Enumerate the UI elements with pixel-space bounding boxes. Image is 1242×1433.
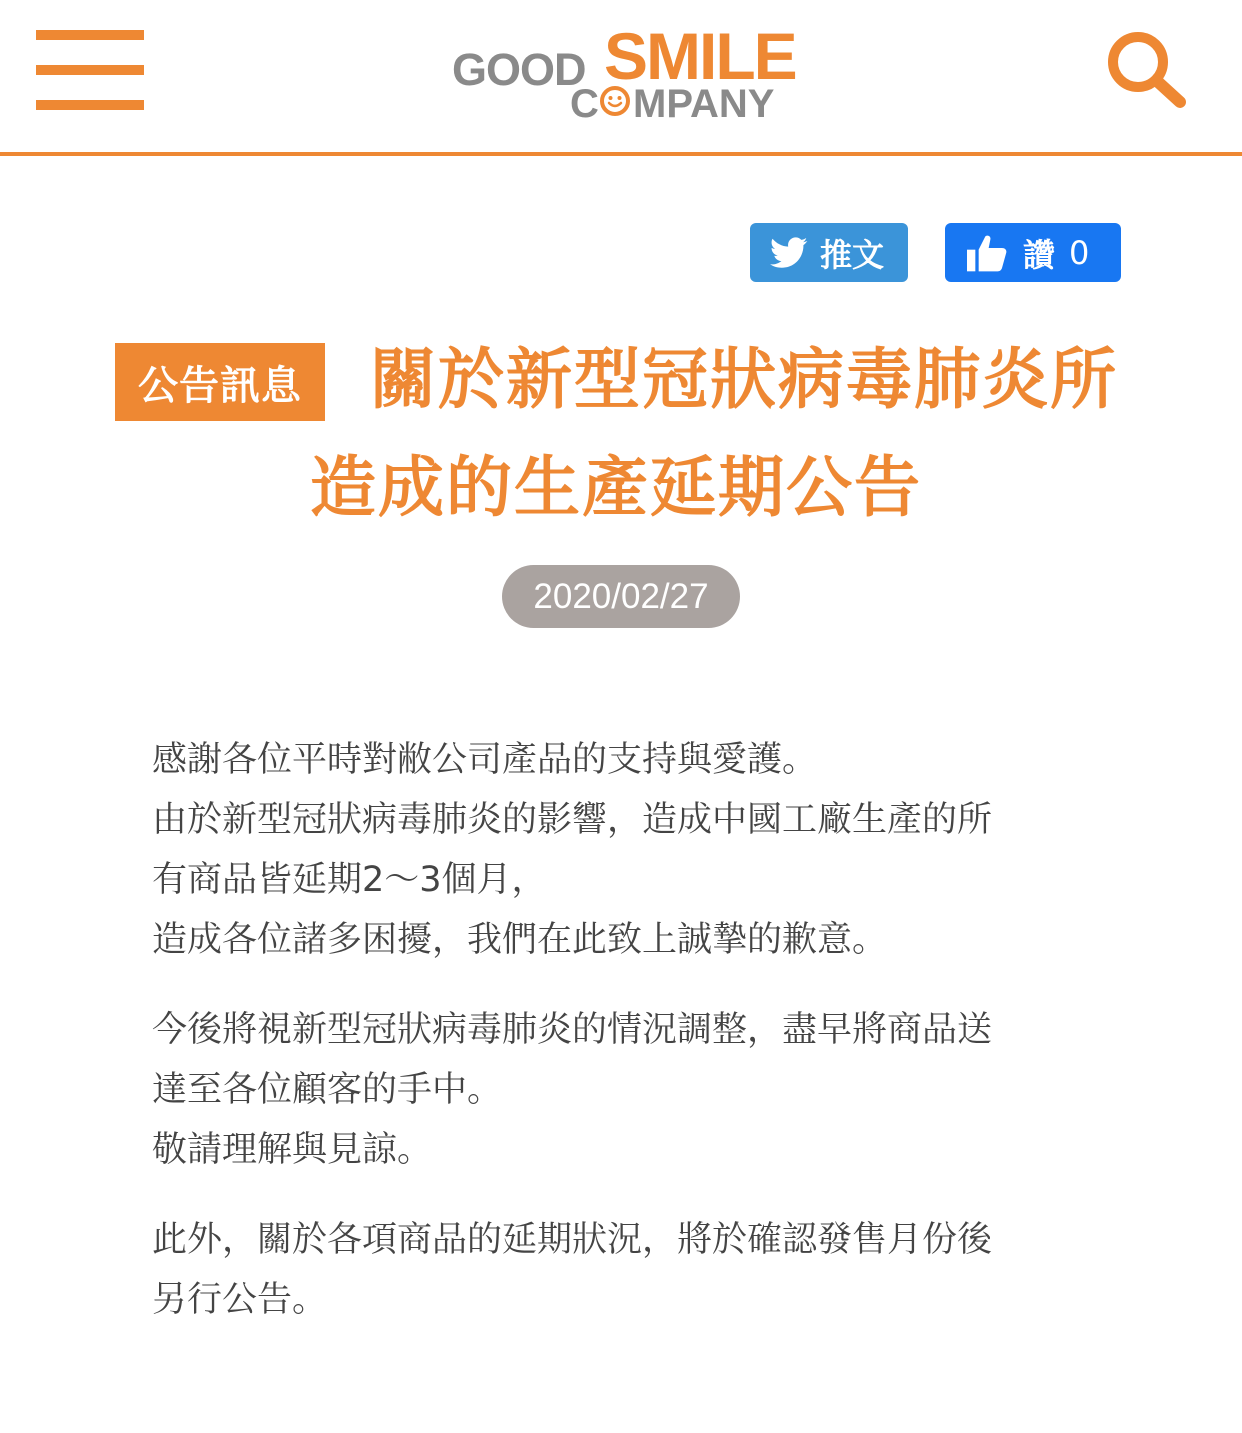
article-title-line-1: 關於新型冠狀病毒肺炎所: [370, 341, 1118, 418]
paragraph-line: 由於新型冠狀病毒肺炎的影響，造成中國工廠生產的所: [152, 800, 993, 840]
thumbs-up-icon: [967, 234, 1007, 272]
menu-bar-bottom: [36, 100, 144, 110]
paragraph-line: 有商品皆延期2～3個月，: [152, 860, 547, 900]
article-paragraph-1: [152, 730, 1102, 970]
paragraph-line: 敬請理解與見諒。: [152, 1130, 433, 1170]
category-badge[interactable]: 公告訊息: [115, 343, 325, 421]
site-header: [0, 0, 1242, 156]
paragraph-line: 今後將視新型冠狀病毒肺炎的情況調整，盡早將商品送: [152, 1010, 993, 1050]
facebook-like-button[interactable]: [945, 223, 1121, 282]
menu-bar-top: [36, 30, 144, 40]
paragraph-line: 此外，關於各項商品的延期狀況，將於確認發售月份後: [152, 1220, 993, 1260]
date-badge: 2020/02/27: [502, 565, 740, 628]
paragraph-line: 造成各位諸多困擾，我們在此致上誠摯的歉意。: [152, 920, 888, 960]
logo-good-text: GOOD: [452, 44, 586, 95]
article-title-line-2: 造成的生產延期公告: [310, 449, 922, 526]
paragraph-line: 另行公告。: [152, 1280, 328, 1320]
search-icon: [1100, 26, 1196, 116]
paragraph-line: 達至各位顧客的手中。: [152, 1070, 503, 1110]
menu-bar-middle: [36, 65, 144, 75]
search-button[interactable]: [1100, 26, 1196, 116]
twitter-bird-icon: [770, 236, 808, 270]
like-count: 0: [1069, 233, 1090, 272]
smiley-face-icon: [600, 86, 630, 116]
paragraph-line: 感謝各位平時對敝公司產品的支持與愛護。: [152, 740, 818, 780]
like-label: 讚: [1023, 235, 1056, 274]
hamburger-menu-button[interactable]: [36, 30, 146, 112]
logo-company-text: MPANY: [633, 82, 775, 126]
good-smile-company-logo[interactable]: [450, 16, 795, 126]
logo-company-c: C: [570, 82, 599, 126]
tweet-button[interactable]: [750, 223, 908, 282]
article-paragraph-2: [152, 1000, 1102, 1180]
logo-smile-text: SMILE: [604, 19, 796, 93]
article-paragraph-3: [152, 1210, 1102, 1330]
tweet-label: 推文: [820, 235, 885, 274]
